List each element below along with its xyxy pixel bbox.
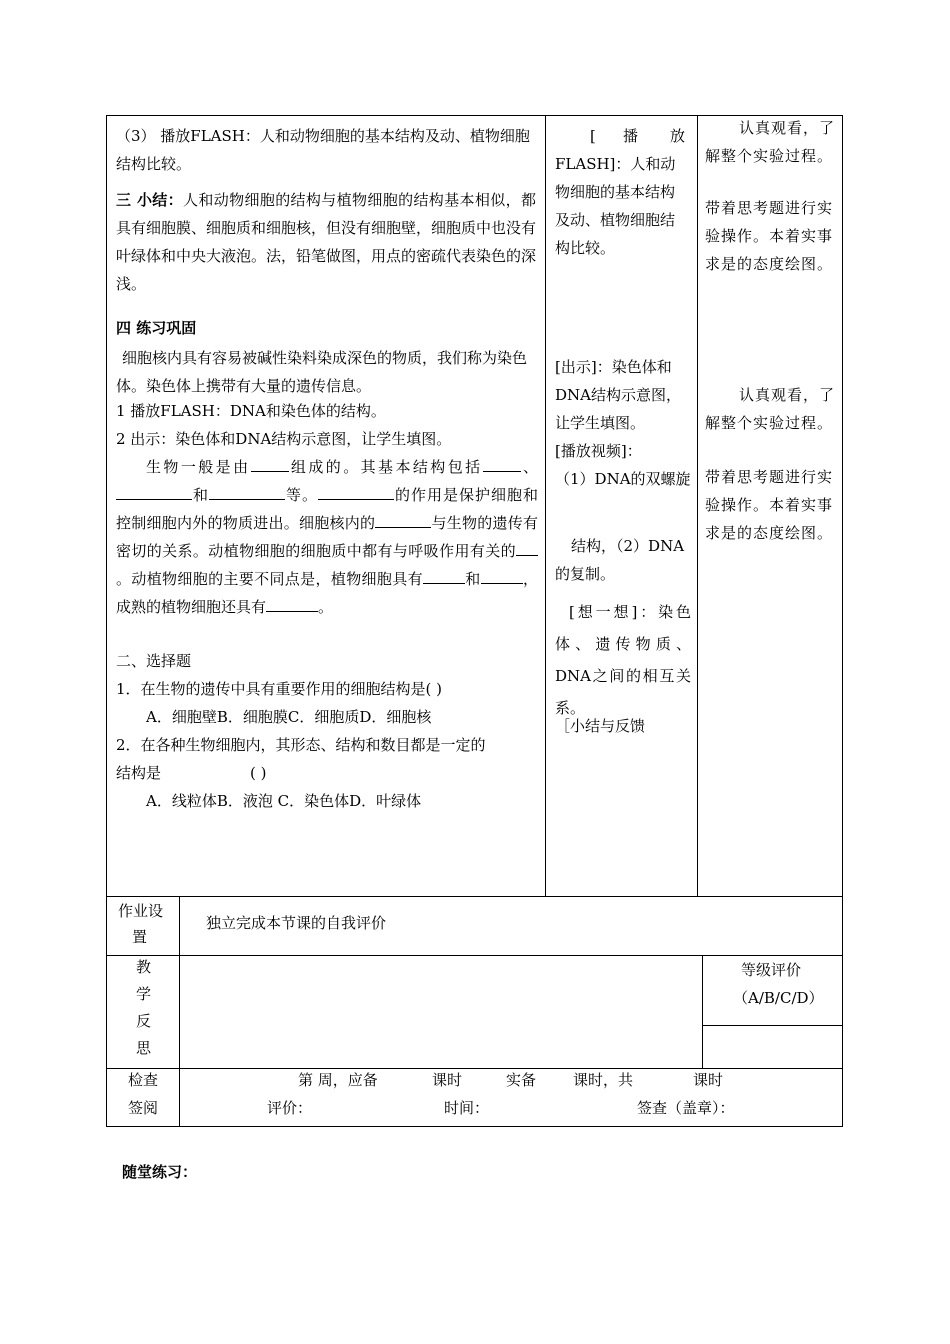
- check-week: 第 周，应备: [298, 1071, 378, 1089]
- main-p1: （3） 播放FLASH：人和动物细胞的基本结构及动、植物细胞结构比较。: [116, 127, 530, 173]
- summary-body: 人和动物细胞的结构与植物细胞的结构基本相似，都具有细胞膜、细胞质和细胞核，但没有细胞壁，细胞质中也没有叶绿体和中央大液泡。法，铅笔做图，用点的密疏代表染色的深浅。: [116, 191, 537, 293]
- row-divider-reflection: [106, 955, 843, 956]
- item-1: 1 播放FLASH：DNA和染色体的结构。: [116, 402, 386, 420]
- fill-s6: 的作用是保护细胞和控制细胞内外的物质进出。细胞核内的: [116, 486, 538, 532]
- check-stamp: 签查（盖章）：: [637, 1099, 735, 1117]
- check-hours-1: 课时: [432, 1071, 463, 1089]
- homework-content: 独立完成本节课的自我评价: [206, 914, 387, 932]
- fill-blank-4[interactable]: [209, 483, 285, 500]
- reflection-label-1: 教: [136, 958, 152, 976]
- col-divider-2: [697, 115, 698, 896]
- grade-col-divider: [702, 955, 703, 1068]
- fill-blank-10[interactable]: [266, 595, 318, 612]
- practice-title: 随堂练习：: [122, 1163, 198, 1181]
- check-time: 时间：: [444, 1099, 490, 1117]
- table-bottom-border: [106, 1126, 843, 1127]
- middle-m2: [出示]：染色体和DNA结构示意图，让学生填图。: [555, 358, 681, 432]
- check-evaluation: 评价：: [267, 1099, 313, 1117]
- right-r1-b: 带着思考题进行实验操作。本着实事求是的态度绘图。: [705, 199, 834, 273]
- middle-m4: （1）DNA的双螺旋: [555, 470, 691, 488]
- question-2-line-1: 2．在各种生物细胞内，其形态、结构和数目都是一定的: [116, 736, 486, 754]
- fill-blank-8[interactable]: [423, 567, 465, 584]
- fill-blank-1[interactable]: [251, 455, 289, 472]
- middle-m7: ［小结与反馈: [555, 717, 646, 735]
- fill-blank-5[interactable]: [318, 483, 394, 500]
- fill-s11: 。: [318, 598, 334, 616]
- fill-blank-3[interactable]: [116, 483, 192, 500]
- homework-label-line-1: 作业设: [118, 902, 164, 920]
- question-2-options: A．线粒体B．液泡 C．染色体D．叶绿体: [146, 792, 422, 810]
- fill-s2: 组成的。其基本结构包括: [288, 458, 483, 476]
- item-2: 2 出示：染色体和DNA结构示意图，让学生填图。: [116, 430, 452, 448]
- row-divider-check: [106, 1068, 843, 1069]
- right-r2-b: 带着思考题进行实验操作。本着实事求是的态度绘图。: [705, 468, 834, 542]
- right-r1-a: 认真观看，了解整个实验过程。: [705, 119, 836, 165]
- table-left-border: [106, 115, 107, 1127]
- reflection-label-4: 思: [136, 1039, 152, 1057]
- practice-heading: 四 练习巩固: [116, 319, 197, 337]
- middle-m1-rest: FLASH]：人和动物细胞的基本结构及动、植物细胞结构比较。: [555, 155, 676, 257]
- question-1: 1．在生物的遗传中具有重要作用的细胞结构是( ): [116, 680, 443, 698]
- summary-heading: 三 小结：: [116, 191, 184, 209]
- fill-blank-6[interactable]: [375, 511, 431, 528]
- question-1-options: A．细胞壁B．细胞膜C．细胞质D．细胞核: [146, 708, 432, 726]
- fill-s4: 和: [192, 486, 209, 504]
- question-2-paren: ( ): [250, 764, 267, 782]
- reflection-label-2: 学: [136, 985, 152, 1003]
- middle-m6: [想一想]：染色体、遗传物质、DNA之间的相互关系。: [555, 603, 691, 717]
- homework-label-line-2: 置: [132, 928, 148, 946]
- check-hours-2: 课时，共: [573, 1071, 634, 1089]
- fill-s1: 生物一般是由: [146, 458, 251, 476]
- fill-s10: ，成熟的植物细胞还具有: [116, 570, 538, 616]
- middle-m5: 结构，（2）DNA的复制。: [555, 537, 685, 583]
- fill-in-paragraph: [116, 453, 538, 621]
- grade-label: 等级评价: [741, 961, 802, 979]
- check-actual: 实备: [506, 1071, 537, 1089]
- check-hours-3: 课时: [693, 1071, 724, 1089]
- fill-s7: 与生物的遗传有密切的关系。动植物细胞的细胞质中都有与呼吸作用有关的: [116, 514, 538, 560]
- summary-paragraph: [116, 186, 536, 298]
- grade-options: （A/B/C/D）: [733, 989, 824, 1007]
- middle-m1-bracket: [: [590, 127, 596, 145]
- fill-blank-9[interactable]: [481, 567, 523, 584]
- reflection-label-3: 反: [136, 1012, 152, 1030]
- grade-row-divider: [702, 1025, 843, 1026]
- fill-s9: 和: [464, 570, 481, 588]
- fill-s5: 等。: [285, 486, 318, 504]
- label-col-divider: [179, 896, 180, 1127]
- fill-blank-2[interactable]: [483, 455, 521, 472]
- practice-intro: 细胞核内具有容易被碱性染料染成深色的物质，我们称为染色体。染色体上携带有大量的遗传信息。: [116, 349, 528, 395]
- middle-m1-word-a: 播: [623, 127, 639, 145]
- fill-s3: 、: [520, 458, 538, 476]
- choice-heading: 二、选择题: [116, 652, 192, 670]
- table-right-border: [842, 115, 843, 1127]
- middle-m1-word-b: 放: [670, 127, 686, 145]
- question-2-stem: 结构是: [116, 764, 162, 782]
- fill-blank-7[interactable]: [516, 539, 538, 556]
- middle-m3: [播放视频]：: [555, 442, 642, 460]
- row-divider-homework: [106, 896, 843, 897]
- right-r2-a: 认真观看，了解整个实验过程。: [705, 386, 836, 432]
- col-divider-1: [545, 115, 546, 896]
- check-label-line-1: 检查: [128, 1071, 159, 1089]
- check-label-line-2: 签阅: [128, 1099, 159, 1117]
- fill-s8: 。动植物细胞的主要不同点是，植物细胞具有: [116, 570, 423, 588]
